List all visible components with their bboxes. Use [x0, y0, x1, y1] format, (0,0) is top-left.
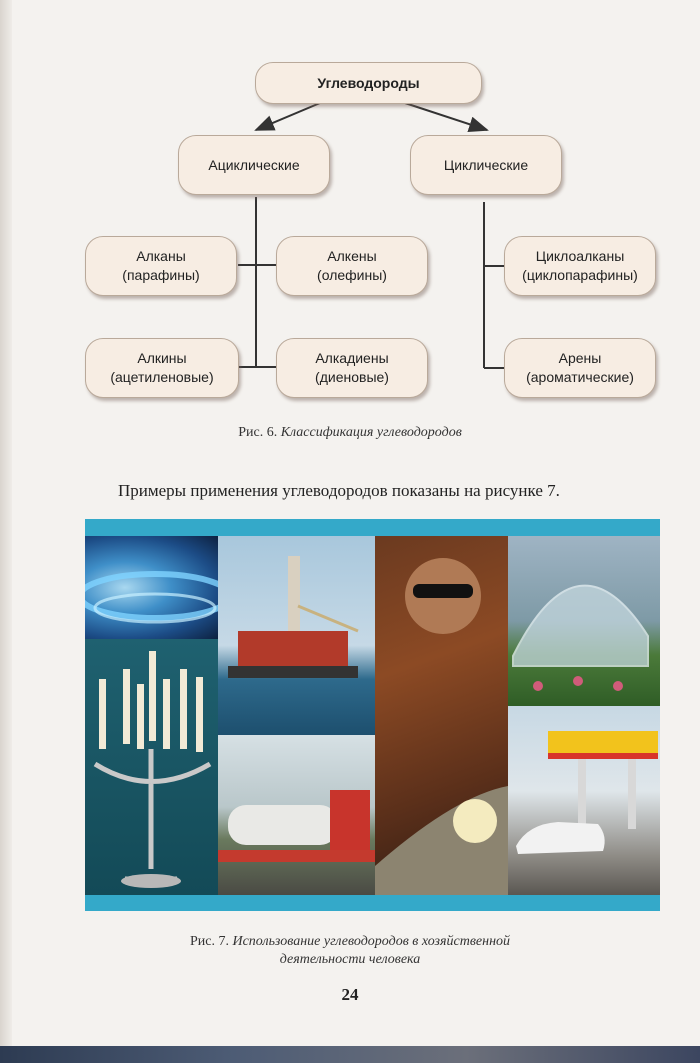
node-cyclic: Циклические [410, 135, 562, 195]
arrow-to-acyclic [256, 103, 320, 130]
node-hydrocarbons: Углеводороды [255, 62, 482, 104]
figure-7-title-line2: деятельности человека [279, 952, 421, 967]
node-alkynes: Алкины (ацетиленовые) [85, 338, 239, 398]
figure-6-caption [0, 425, 700, 441]
arrow-to-cyclic [405, 103, 487, 130]
body-paragraph: Примеры применения углеводородов показаны на рисунке 7. [118, 481, 560, 500]
figure-7-title-line1: Использование углеводородов в хозяйственной [232, 934, 511, 949]
photo-oil-platform [218, 536, 375, 735]
node-arenes: Арены (ароматические) [504, 338, 656, 398]
photo-tanker-truck [218, 735, 375, 895]
page-number: 24 [341, 985, 359, 1004]
photo-candelabra [85, 639, 218, 895]
photo-gas-station [508, 706, 660, 895]
figure-7-collage [85, 519, 660, 911]
photo-welder [375, 536, 508, 895]
figure-7-label: Рис. 7. [189, 934, 229, 949]
node-alkadienes: Алкадиены (диеновые) [276, 338, 428, 398]
node-alkenes: Алкены (олефины) [276, 236, 428, 296]
photo-greenhouse [508, 536, 660, 706]
node-alkanes: Алканы (парафины) [85, 236, 237, 296]
figure-7-caption [0, 933, 700, 969]
node-cycloalkanes: Циклоалканы (циклопарафины) [504, 236, 656, 296]
figure-6-label: Рис. 6. [238, 425, 278, 440]
bottom-edge-strip [0, 1046, 700, 1063]
figure-6-title: Классификация углеводородов [280, 425, 462, 440]
node-acyclic: Ациклические [178, 135, 330, 195]
photo-gas-flame [85, 536, 218, 639]
